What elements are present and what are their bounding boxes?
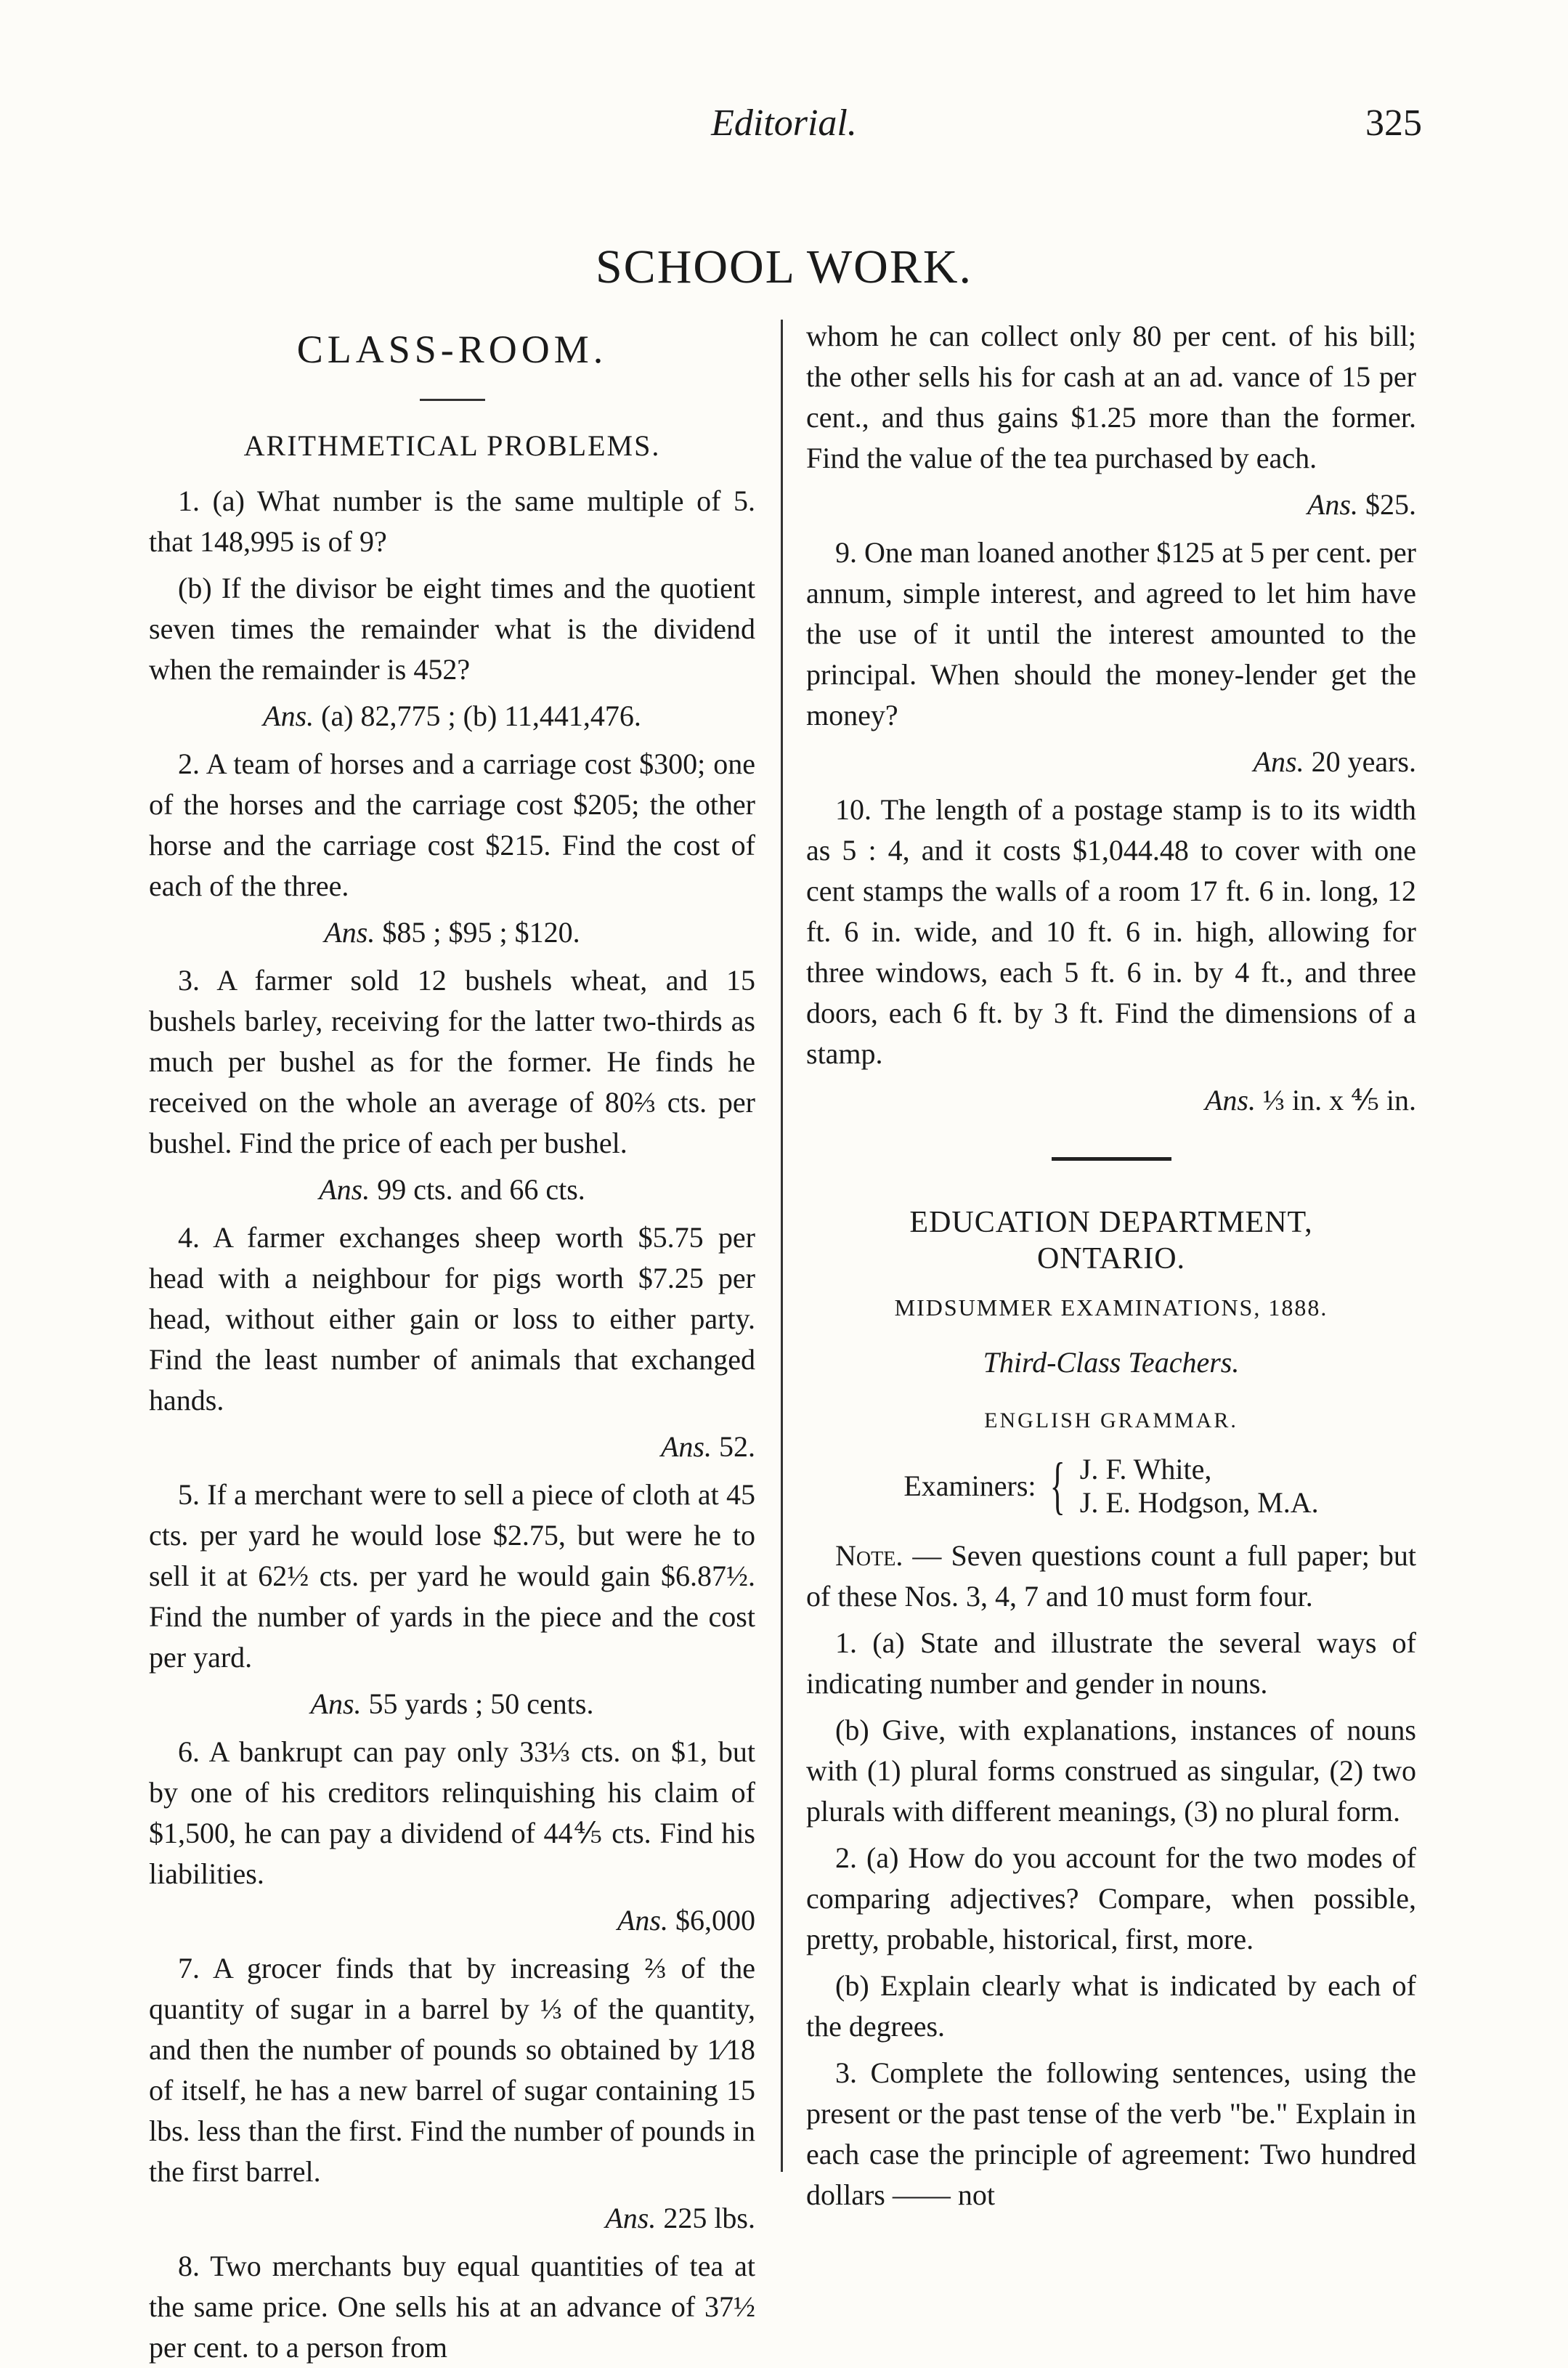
question-2b: (b) Explain clearly what is indicated by each of the degrees.: [806, 1969, 1416, 2043]
answer-label: Ans.: [310, 1687, 362, 1720]
answer-label: Ans.: [263, 700, 314, 732]
answer-value: 99 cts. and 66 cts.: [377, 1173, 585, 1206]
answer-6: [149, 1900, 755, 1941]
right-column: [806, 316, 1416, 2277]
examiners-names: [1080, 1453, 1319, 1520]
examiners-label: Examiners:: [903, 1469, 1036, 1502]
answer-value: (a) 82,775 ; (b) 11,441,476.: [321, 700, 641, 732]
examiner-2: J. E. Hodgson, M.A.: [1079, 1486, 1319, 1519]
answer-label: Ans.: [1307, 488, 1358, 521]
answer-4: [149, 1427, 755, 1467]
arithmetic-heading: ARITHMETICAL PROBLEMS.: [243, 429, 661, 462]
answer-value: $25.: [1365, 488, 1416, 521]
answer-value: 52.: [719, 1430, 755, 1463]
answer-label: Ans.: [324, 916, 375, 949]
answer-10: [806, 1080, 1416, 1121]
note-text: — Seven questions count a full paper; but of these Nos. 3, 4, 7 and 10 must form four.: [806, 1539, 1416, 1613]
problem-4: 4. A farmer exchanges sheep worth $5.75 per head with a neighbour for pigs worth $7.25 per head, without either gain or loss to either party. Find the least number of animals that exchanged hands.: [149, 1221, 755, 1416]
answer-label: Ans.: [1205, 1084, 1256, 1116]
problem-10: 10. The length of a postage stamp is to its width as 5 : 4, and it costs $1,044.48 to cover with one cent stamps the walls of a room 17 ft. 6 in. long, 12 ft. 6 in. wide, and 10 ft. 6 in. high, allowing for three windows, each 5 ft. 6 in. by 4 ft., and three doors, each 6 ft. by 3 ft. Find the dimensions of a stamp.: [806, 793, 1416, 1070]
answer-value: 20 years.: [1311, 745, 1416, 778]
note-label: Note.: [835, 1539, 903, 1572]
page-number: 325: [1365, 102, 1422, 144]
problem-5: 5. If a merchant were to sell a piece of cloth at 45 cts. per yard he would lose $2.75, but were he to sell it at 62½ cts. per yard he would gain $6.87½. Find the number of yards in the piece and the cost per yard.: [149, 1478, 755, 1674]
answer-2: [149, 912, 755, 953]
question-2a: 2. (a) How do you account for the two modes of comparing adjectives? Compare, when possible, pretty, probable, historical, first, more.: [806, 1841, 1416, 1955]
answer-label: Ans.: [661, 1430, 712, 1463]
question-1b: (b) Give, with explanations, instances of nouns with (1) plural forms construed as singular, (2) two plurals with different meanings, (3) no plural form.: [806, 1714, 1416, 1828]
answer-label: Ans.: [605, 2202, 657, 2234]
section-rule: [1052, 1157, 1171, 1161]
exam-class: Third-Class Teachers.: [983, 1346, 1240, 1379]
answer-8: [806, 484, 1416, 525]
left-column: [149, 316, 755, 2364]
examiners-block: [806, 1453, 1416, 1520]
question-3: 3. Complete the following sentences, using the present or the past tense of the verb "be." Explain in each case the principle of agreement: Two hundred dollars —— not: [806, 2056, 1416, 2211]
column-divider: [781, 320, 783, 2172]
note: [806, 1536, 1416, 1617]
problem-2: 2. A team of horses and a carriage cost $300; one of the horses and the carriage cost $205; the other horse and the carriage cost $215. Find the cost of each of the three.: [149, 747, 755, 902]
problem-9: 9. One man loaned another $125 at 5 per cent. per annum, simple interest, and agreed to let him have the use of it until the interest amounted to the principal. When should the money-lender get the money?: [806, 536, 1416, 731]
answer-label: Ans.: [1253, 745, 1304, 778]
answer-value: $6,000: [675, 1904, 755, 1937]
answer-label: Ans.: [617, 1904, 668, 1937]
problem-1b: (b) If the divisor be eight times and the quotient seven times the remainder what is the dividend when the remainder is 452?: [149, 572, 755, 686]
department-line-2: ONTARIO.: [1036, 1242, 1186, 1276]
answer-3: [149, 1169, 755, 1210]
problem-6: 6. A bankrupt can pay only 33⅓ cts. on $1, but by one of his creditors relinquishing his claim of $1,500, he can pay a dividend of 44⅘ cts. Find his liabilities.: [149, 1735, 755, 1890]
problem-8-continued: whom he can collect only 80 per cent. of his bill; the other sells his for cash at an ad. vance of 15 per cent., and thus gains $1.25 more than the former. Find the value of the tea purchased by each.: [806, 320, 1416, 474]
problem-3: 3. A farmer sold 12 bushels wheat, and 15 bushels barley, receiving for the latter two-thirds as much per bushel as for the former. He finds he received on the whole an average of 80⅔ cts. per bushel. Find the price of each per bushel.: [149, 964, 755, 1159]
subject-title: ENGLISH GRAMMAR.: [984, 1408, 1238, 1432]
exam-title: MIDSUMMER EXAMINATIONS, 1888.: [894, 1294, 1328, 1321]
examiner-1: J. F. White,: [1079, 1453, 1212, 1485]
answer-value: $85 ; $95 ; $120.: [382, 916, 580, 949]
brace-glyph: {: [1049, 1451, 1065, 1521]
answer-5: [149, 1684, 755, 1724]
answer-7: [149, 2198, 755, 2239]
problem-7: 7. A grocer finds that by increasing ⅔ of the quantity of sugar in a barrel by ⅓ of the quantity, and then the number of pounds so obtained by 1⁄18 of itself, he has a new barrel of sugar containing 15 lbs. less than the first. Find the number of pounds in the first barrel.: [149, 1952, 755, 2188]
answer-value: 55 yards ; 50 cents.: [368, 1687, 594, 1720]
heading-rule: [420, 399, 485, 401]
problem-1a: 1. (a) What number is the same multiple of 5. that 148,995 is of 9?: [149, 484, 755, 558]
section-title: SCHOOL WORK.: [595, 240, 973, 293]
question-1a: 1. (a) State and illustrate the several ways of indicating number and gender in nouns.: [806, 1626, 1416, 1700]
department-line-1: EDUCATION DEPARTMENT,: [909, 1206, 1313, 1239]
answer-1: [149, 696, 755, 737]
answer-value: ⅓ in. x ⅘ in.: [1263, 1084, 1416, 1116]
answer-label: Ans.: [319, 1173, 370, 1206]
problem-8: 8. Two merchants buy equal quantities of tea at the same price. One sells his at an advance of 37½ per cent. to a person from: [149, 2250, 755, 2364]
answer-value: 225 lbs.: [663, 2202, 755, 2234]
classroom-heading: CLASS-ROOM.: [296, 328, 608, 371]
running-title: Editorial.: [711, 102, 857, 144]
answer-9: [806, 742, 1416, 782]
